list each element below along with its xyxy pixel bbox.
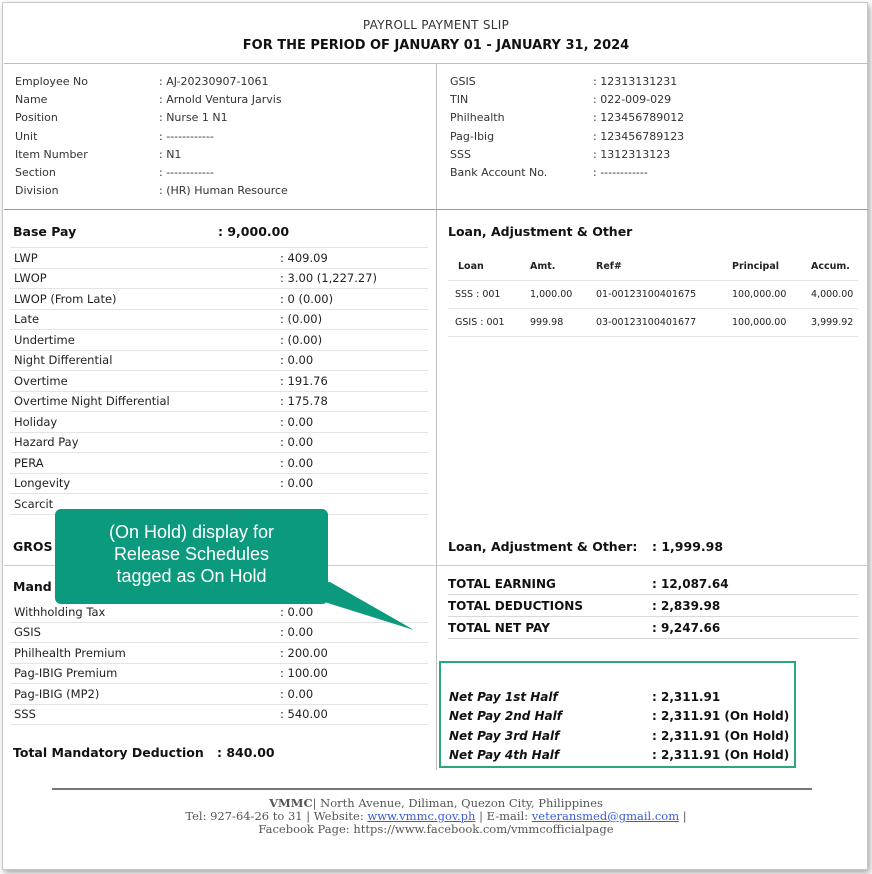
info-label: Employee No xyxy=(15,75,88,88)
column-header: Ref# xyxy=(595,252,731,281)
table-cell: 100,000.00 xyxy=(731,309,810,337)
total-mandatory-value: : 840.00 xyxy=(217,745,275,760)
info-label: Item Number xyxy=(15,147,88,161)
base-pay-value: : 9,000.00 xyxy=(218,224,290,239)
info-value: : ------------ xyxy=(159,129,214,143)
info-label: Division xyxy=(15,184,59,198)
net-pay-label: Net Pay 3rd Half xyxy=(449,728,560,743)
slip-period: FOR THE PERIOD OF JANUARY 01 - JANUARY 31, 2024 xyxy=(242,38,630,53)
earning-value: : 0.00 xyxy=(280,414,314,429)
info-value: : ------------ xyxy=(159,166,214,180)
table-cell: 100,000.00 xyxy=(731,281,810,309)
gross-label: GROS xyxy=(13,539,53,554)
earning-value: : 175.78 xyxy=(280,394,328,409)
earning-value: : 0.00 xyxy=(280,476,314,491)
deduction-value: : 540.00 xyxy=(280,707,328,722)
table-cell: 3,999.92 xyxy=(810,309,858,337)
loan-section-title: Loan, Adjustment & Other xyxy=(448,224,633,239)
earning-label: Holiday xyxy=(14,414,58,429)
table-cell: SSS : 001 xyxy=(448,281,529,309)
callout-line: Release Schedules xyxy=(113,544,270,564)
footer-facebook-line: Facebook Page: https://www.facebook.com/vmmcofficialpage xyxy=(258,822,614,836)
earning-value: : 0.00 xyxy=(280,353,314,368)
callout-line: (On Hold) display for xyxy=(108,522,275,542)
column-header: Accum. xyxy=(810,252,858,281)
footer-separator: | xyxy=(682,809,687,823)
deduction-label: SSS xyxy=(14,707,36,722)
footer-org: VMMC xyxy=(269,796,313,810)
column-header: Loan xyxy=(448,252,529,281)
info-label: Pag-Ibig xyxy=(450,129,495,143)
earning-label: Scarcit xyxy=(14,496,54,511)
deduction-label: Pag-IBIG (MP2) xyxy=(14,686,100,701)
deduction-label: GSIS xyxy=(14,625,41,640)
info-value: : Arnold Ventura Jarvis xyxy=(159,93,282,107)
footer-divider xyxy=(52,788,812,790)
deduction-value: : 100.00 xyxy=(280,666,328,681)
table-cell: 4,000.00 xyxy=(810,281,858,309)
table-cell: 999.98 xyxy=(529,309,595,337)
earning-label: Late xyxy=(14,312,40,327)
info-label: Name xyxy=(15,93,48,107)
footer-contact-line xyxy=(0,809,872,823)
earning-value: : 0.00 xyxy=(280,435,314,450)
column-header: Amt. xyxy=(529,252,595,281)
total-label: TOTAL EARNING xyxy=(448,576,556,591)
info-value: : ------------ xyxy=(593,166,648,180)
info-label: TIN xyxy=(450,93,469,107)
info-value: : 022-009-029 xyxy=(593,93,672,107)
table-cell: 01-00123100401675 xyxy=(595,281,731,309)
earning-label: LWOP (From Late) xyxy=(14,291,117,306)
callout-line: tagged as On Hold xyxy=(116,566,267,586)
info-label: SSS xyxy=(450,147,471,161)
total-value: : 9,247.66 xyxy=(652,620,721,635)
earning-value: : 3.00 (1,227.27) xyxy=(280,271,377,286)
footer-address: | North Avenue, Diliman, Quezon City, Philippines xyxy=(312,796,603,810)
net-pay-label: Net Pay 1st Half xyxy=(449,689,558,704)
info-label: Position xyxy=(15,111,58,125)
info-label: GSIS xyxy=(450,75,476,88)
table-cell: 03-00123100401677 xyxy=(595,309,731,337)
earning-value: : 0 (0.00) xyxy=(280,291,334,306)
loan-total-value: : 1,999.98 xyxy=(652,539,724,554)
deduction-label: Philhealth Premium xyxy=(14,645,126,660)
info-value: : Nurse 1 N1 xyxy=(159,111,228,125)
deduction-value: : 0.00 xyxy=(280,604,314,619)
earning-value: : 409.09 xyxy=(280,250,328,265)
footer-tel: Tel: 927-64-26 to 31 | Website: xyxy=(185,809,364,823)
earning-label: Longevity xyxy=(14,476,71,491)
total-label: TOTAL NET PAY xyxy=(448,620,550,635)
table-cell: 1,000.00 xyxy=(529,281,595,309)
earning-label: Overtime Night Differential xyxy=(14,394,170,409)
earning-value: : 0.00 xyxy=(280,455,314,470)
net-pay-value: : 2,311.91 (On Hold) xyxy=(652,709,790,724)
info-value: : AJ-20230907-1061 xyxy=(159,75,269,88)
info-label: Philhealth xyxy=(450,111,505,125)
earning-label: Overtime xyxy=(14,373,68,388)
mandatory-label: Mand xyxy=(13,579,52,594)
earning-label: Undertime xyxy=(14,332,75,347)
footer-email-link[interactable]: veteransmed@gmail.com xyxy=(531,809,680,823)
slip-title: PAYROLL PAYMENT SLIP xyxy=(362,18,510,32)
info-label: Section xyxy=(15,166,56,180)
earning-label: PERA xyxy=(14,455,44,470)
info-value: : (HR) Human Resource xyxy=(159,184,288,198)
info-value: : 12313131231 xyxy=(593,75,678,88)
earning-label: LWP xyxy=(14,250,38,265)
net-pay-value: : 2,311.91 (On Hold) xyxy=(652,748,790,763)
base-pay-label: Base Pay xyxy=(13,224,77,239)
info-value: : 123456789012 xyxy=(593,111,685,125)
total-label: TOTAL DEDUCTIONS xyxy=(448,598,583,613)
total-mandatory-label: Total Mandatory Deduction xyxy=(13,745,204,760)
info-label: Bank Account No. xyxy=(450,166,548,180)
net-pay-label: Net Pay 4th Half xyxy=(449,748,560,763)
earning-label: Hazard Pay xyxy=(14,435,79,450)
deduction-value: : 0.00 xyxy=(280,625,314,640)
deduction-label: Pag-IBIG Premium xyxy=(14,666,118,681)
deduction-value: : 200.00 xyxy=(280,645,328,660)
earning-value: : (0.00) xyxy=(280,312,323,327)
earning-value: : 191.76 xyxy=(280,373,328,388)
total-value: : 12,087.64 xyxy=(652,576,729,591)
earning-label: LWOP xyxy=(14,271,47,286)
net-pay-value: : 2,311.91 (On Hold) xyxy=(652,728,790,743)
footer-email-label: | E-mail: xyxy=(479,809,529,823)
net-pay-value: : 2,311.91 xyxy=(652,689,721,704)
deduction-value: : 0.00 xyxy=(280,686,314,701)
deduction-label: Withholding Tax xyxy=(14,604,106,619)
on-hold-callout xyxy=(55,509,328,604)
earning-label: Night Differential xyxy=(14,353,113,368)
info-label: Unit xyxy=(15,129,38,143)
net-pay-label: Net Pay 2nd Half xyxy=(449,709,562,724)
footer-website-link[interactable]: www.vmmc.gov.ph xyxy=(367,809,476,823)
column-header: Principal xyxy=(731,252,810,281)
table-cell: GSIS : 001 xyxy=(448,309,529,337)
total-value: : 2,839.98 xyxy=(652,598,721,613)
footer-address-line xyxy=(0,796,872,810)
info-value: : 1312313123 xyxy=(593,147,671,161)
earning-value: : (0.00) xyxy=(280,332,323,347)
loan-total-label: Loan, Adjustment & Other: xyxy=(448,539,638,554)
info-value: : 123456789123 xyxy=(593,129,685,143)
info-value: : N1 xyxy=(159,147,182,161)
